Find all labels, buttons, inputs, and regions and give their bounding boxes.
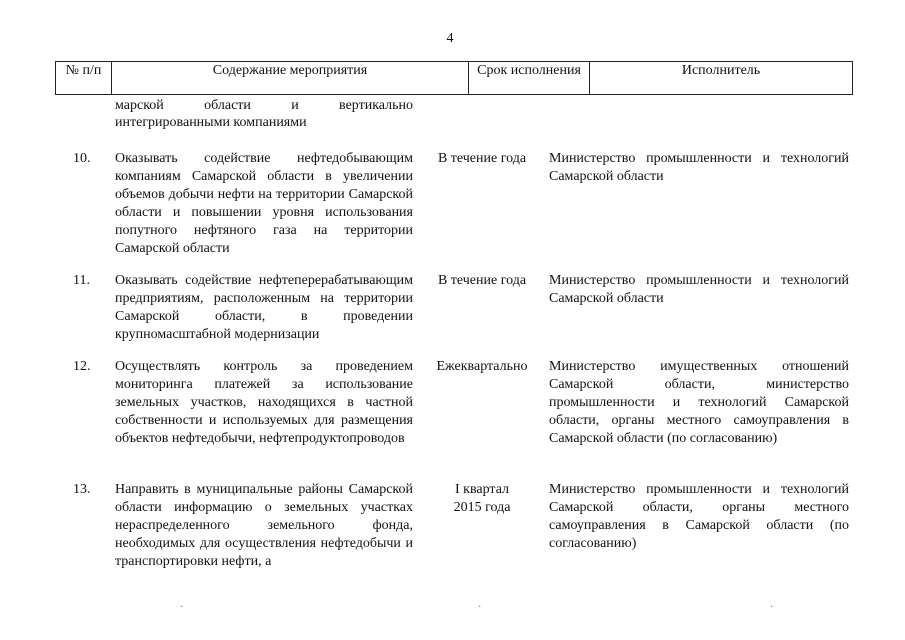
row-term: Ежеквартально [436,359,528,374]
continuation-text: марской области и вертикально интегрированными компаниями [115,98,413,130]
header-executor: Исполнитель [590,62,853,95]
row-number: 11. [73,273,90,288]
header-content: Содержание мероприятия [112,62,469,95]
row-number: 13. [73,482,91,497]
row-term: I квартал 2015 года [453,482,511,515]
row-executor: Министерство промышленности и технологий Самарской области [549,273,849,306]
row-term: В течение года [437,273,527,288]
row-executor: Министерство промышленности и технологий Самарской области, органы местного самоуправления в Самарской области (по согласованию) [549,482,849,551]
row-content: Направить в муниципальные районы Самарской области информацию о земельных участках нераспределенного земельного фонда, необходимых для осуществления нефтедобычи и транспортировки нефти, а [115,482,413,569]
scan-speck: · [180,602,184,613]
row-term: В течение года [437,151,527,166]
row-executor: Министерство промышленности и технологий Самарской области [549,151,849,184]
page-number: 4 [446,31,454,46]
scan-speck: · [478,602,482,613]
header-num: № п/п [56,62,112,95]
row-executor: Министерство имущественных отношений Самарской области, министерство промышленности и технологий Самарской области, органы местного самоуправления в Самарской области (по согласованию) [549,359,849,446]
table-header [55,61,853,95]
row-content: Оказывать содействие нефтедобывающим компаниям Самарской области в увеличении объемов добычи нефти на территории Самарской области и повышении уровня использования попутного нефтяного газа на территории Самарской области [115,151,413,256]
row-number: 10. [73,151,91,166]
header-term: Срок исполнения [469,62,590,95]
row-content: Оказывать содействие нефтеперерабатывающим предприятиям, расположенным на территории Самарской области, в проведении крупномасштабной модернизации [115,273,413,342]
row-number: 12. [73,359,91,374]
row-content: Осуществлять контроль за проведением мониторинга платежей за использование земельных участков, находящихся в частной собственности и используемых для размещения объектов нефтедобычи, нефтепродуктопроводов [115,359,413,446]
scan-speck: · [770,602,774,613]
